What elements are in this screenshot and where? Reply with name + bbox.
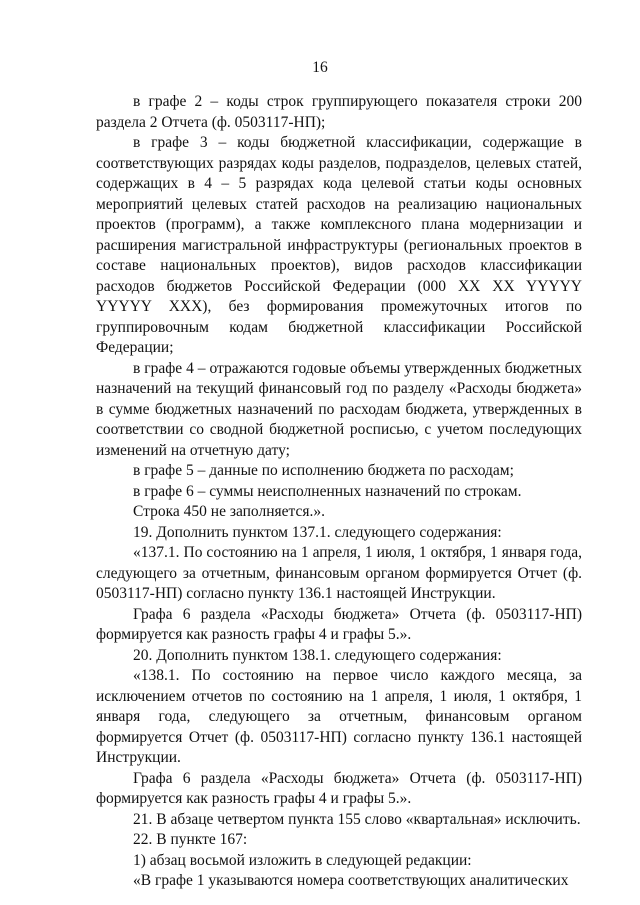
paragraph: «138.1. По состоянию на первое число каждого месяца, за исключением отчетов по состоянию на 1 апреля, 1 июля, 1 октября, 1 января года, следующего за отчетным, финансовым органом формируется Отчет (ф. 0503117-НП) согласно пункту 136.1 настоящей Инструкции. [96, 667, 582, 766]
paragraph: 19. Дополнить пунктом 137.1. следующего содержания: [133, 523, 502, 541]
paragraph: 20. Дополнить пунктом 138.1. следующего содержания: [133, 646, 502, 664]
paragraph: «В графе 1 указываются номера соответствующих аналитических [133, 872, 569, 889]
paragraph: Строка 450 не заполняется.». [133, 503, 325, 520]
paragraph: в графе 6 – суммы неисполненных назначений по строкам. [133, 482, 522, 500]
paragraph: в графе 5 – данные по исполнению бюджета по расходам; [133, 462, 514, 479]
paragraph: Графа 6 раздела «Расходы бюджета» Отчета (ф. 0503117-НП) формируется как разность графы 4 и графы 5.». [96, 605, 582, 643]
paragraph: 22. В пункте 167: [133, 831, 248, 848]
paragraph: «137.1. По состоянию на 1 апреля, 1 июля, 1 октября, 1 января года, следующего за отчетным, финансовым органом формируется Отчет (ф. 0503117-НП) согласно пункту 136.1 настоящей Инструкции. [96, 544, 582, 602]
document-body [96, 92, 582, 892]
paragraph: в графе 2 – коды строк группирующего показателя строки 200 раздела 2 Отчета (ф. 0503117-НП); [96, 93, 582, 131]
page-number: 16 [312, 59, 328, 76]
paragraph: 1) абзац восьмой изложить в следующей редакции: [133, 851, 472, 869]
paragraph: в графе 3 – коды бюджетной классификации, содержащие в соответствующих разрядах коды разделов, подразделов, целевых статей, содержащих в 4 – 5 разрядах кода целевой статьи коды основных мероприятий целевых статей расходов на реализацию национальных проектов (программ), а также комплексного плана модернизации и расширения магистральной инфраструктуры (региональных проектов в составе национальных проектов), видов расходов классификации расходов бюджетов Российской Федерации (000 XX XX YYYYY YYYYY XXX), без формирования промежуточных итогов по группировочным кодам бюджетной классификации Российской Федерации; [96, 134, 582, 356]
paragraph: 21. В абзаце четвертом пункта 155 слово «квартальная» исключить. [133, 810, 581, 828]
paragraph: Графа 6 раздела «Расходы бюджета» Отчета (ф. 0503117-НП) формируется как разность графы 4 и графы 5.». [96, 769, 582, 807]
paragraph: в графе 4 – отражаются годовые объемы утвержденных бюджетных назначений на текущий финансовый год по разделу «Расходы бюджета» в сумме бюджетных назначений по расходам бюджета, утвержденных в соответствии со сводной бюджетной росписью, с учетом последующих изменений на отчетную дату; [96, 359, 582, 459]
